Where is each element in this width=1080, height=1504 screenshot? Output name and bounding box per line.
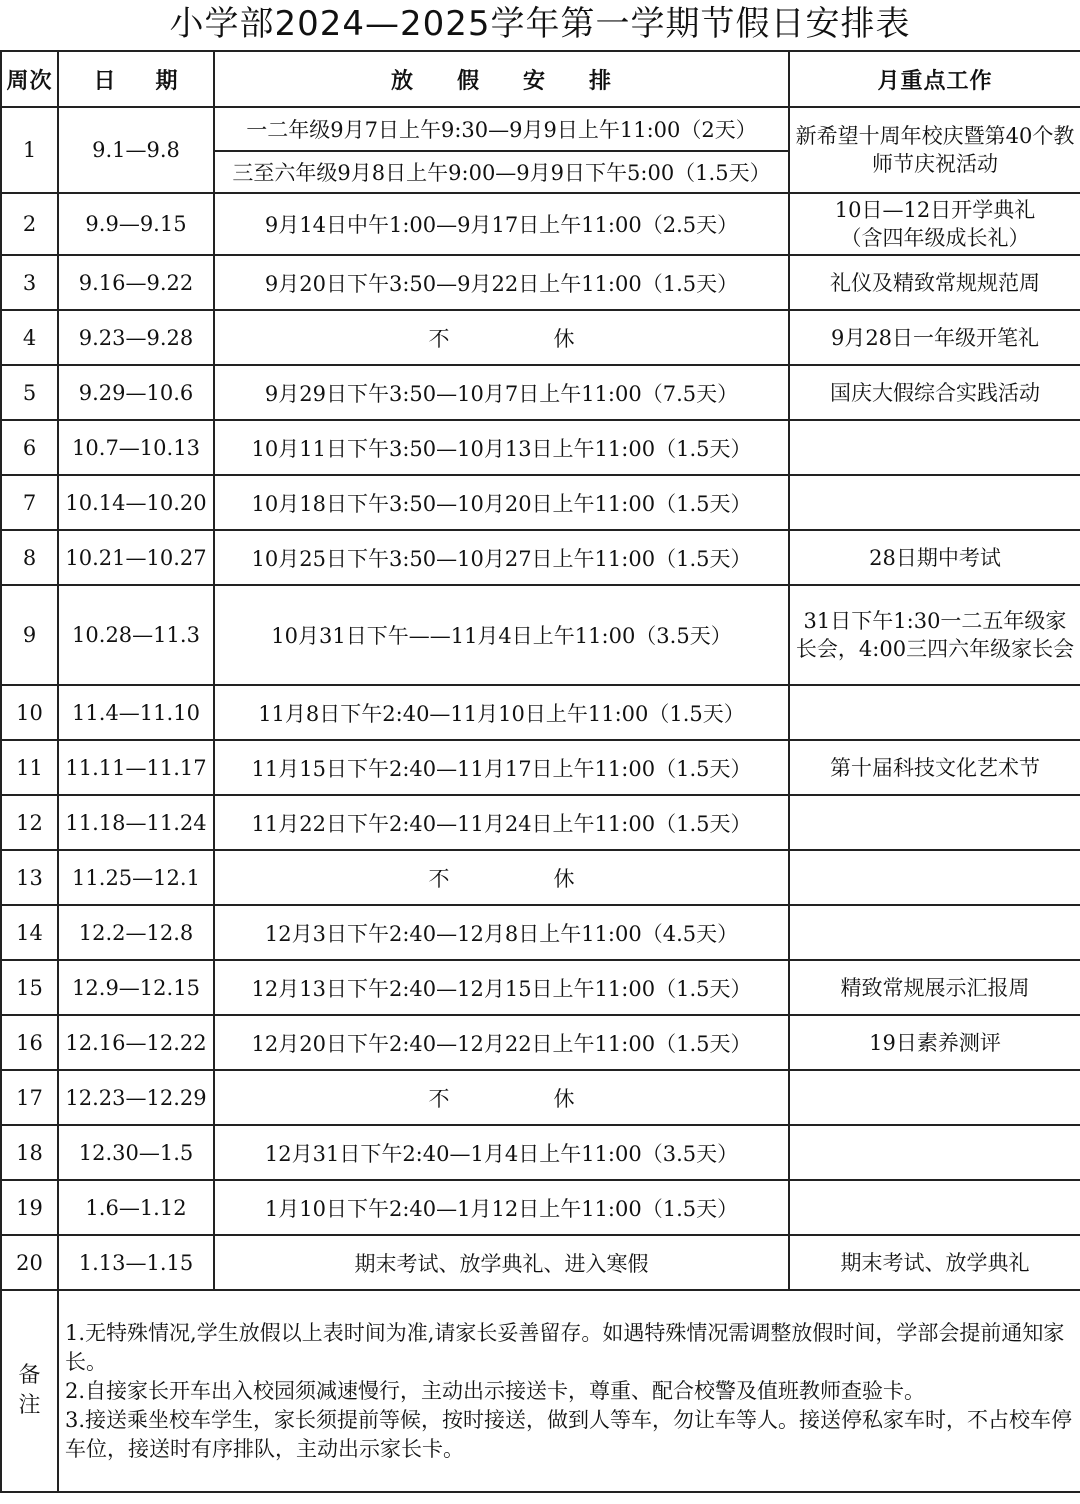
holiday-cell: 12月3日下午2:40—12月8日上午11:00（4.5天）	[214, 905, 789, 960]
week-cell: 7	[1, 475, 58, 530]
date-cell: 10.21—10.27	[58, 530, 214, 585]
focus-cell: 精致常规展示汇报周	[789, 960, 1080, 1015]
focus-cell	[789, 850, 1080, 905]
week-cell: 20	[1, 1235, 58, 1290]
table-row	[1, 850, 1080, 905]
table-row	[1, 1125, 1080, 1180]
week-cell: 5	[1, 365, 58, 420]
holiday-cell: 期末考试、放学典礼、进入寒假	[214, 1235, 789, 1290]
table-row	[1, 740, 1080, 795]
date-cell: 9.23—9.28	[58, 310, 214, 365]
holiday-cell: 1月10日下午2:40—1月12日上午11:00（1.5天）	[214, 1180, 789, 1235]
date-cell: 11.4—11.10	[58, 685, 214, 740]
table-row	[1, 1180, 1080, 1235]
no-holiday-cell: 不 休	[214, 1070, 789, 1125]
focus-cell: 19日素养测评	[789, 1015, 1080, 1070]
table-row	[1, 585, 1080, 685]
notes-label: 备 注	[1, 1290, 58, 1492]
date-cell: 9.1—9.8	[58, 107, 214, 193]
week-cell: 16	[1, 1015, 58, 1070]
focus-cell	[789, 420, 1080, 475]
focus-cell: 国庆大假综合实践活动	[789, 365, 1080, 420]
header-week: 周次	[1, 51, 58, 107]
week-cell: 15	[1, 960, 58, 1015]
page-title: 小学部2024—2025学年第一学期节假日安排表	[169, 4, 911, 44]
table-row	[1, 193, 1080, 255]
table-row	[1, 475, 1080, 530]
week-cell: 19	[1, 1180, 58, 1235]
holiday-cell: 10月11日下午3:50—10月13日上午11:00（1.5天）	[214, 420, 789, 475]
no-holiday-cell: 不 休	[214, 850, 789, 905]
focus-cell: 31日下午1:30一二五年级家长会，4:00三四六年级家长会	[789, 585, 1080, 685]
note-item: 3.接送乘坐校车学生，家长须提前等候，按时接送，做到人等车，勿让车等人。接送停私家车时，不占校车停车位，接送时有序排队，主动出示家长卡。	[65, 1407, 1073, 1461]
week-cell: 8	[1, 530, 58, 585]
notes-cell	[58, 1290, 1080, 1492]
week-cell: 12	[1, 795, 58, 850]
holiday-cell: 10月25日下午3:50—10月27日上午11:00（1.5天）	[214, 530, 789, 585]
holiday-cell: 10月31日下午——11月4日上午11:00（3.5天）	[214, 585, 789, 685]
week-cell: 10	[1, 685, 58, 740]
holiday-cell: 9月20日下午3:50—9月22日上午11:00（1.5天）	[214, 255, 789, 310]
date-cell: 12.23—12.29	[58, 1070, 214, 1125]
focus-cell	[789, 1180, 1080, 1235]
focus-cell: 期末考试、放学典礼	[789, 1235, 1080, 1290]
date-cell: 12.9—12.15	[58, 960, 214, 1015]
date-cell: 11.18—11.24	[58, 795, 214, 850]
week-cell: 13	[1, 850, 58, 905]
week-cell: 14	[1, 905, 58, 960]
holiday-cell: 9月29日下午3:50—10月7日上午11:00（7.5天）	[214, 365, 789, 420]
date-cell: 9.16—9.22	[58, 255, 214, 310]
week-cell: 3	[1, 255, 58, 310]
date-cell: 12.2—12.8	[58, 905, 214, 960]
no-holiday-cell: 不 休	[214, 310, 789, 365]
focus-cell	[789, 1125, 1080, 1180]
holiday-cell: 9月14日中午1:00—9月17日上午11:00（2.5天）	[214, 193, 789, 255]
focus-cell: 新希望十周年校庆暨第40个教师节庆祝活动	[789, 107, 1080, 193]
holiday-cell: 12月20日下午2:40—12月22日上午11:00（1.5天）	[214, 1015, 789, 1070]
header-date: 日期	[58, 51, 214, 107]
week-cell: 17	[1, 1070, 58, 1125]
focus-cell: 第十届科技文化艺术节	[789, 740, 1080, 795]
holiday-cell: 12月31日下午2:40—1月4日上午11:00（3.5天）	[214, 1125, 789, 1180]
header-arrangement: 放假安排	[214, 51, 789, 107]
table-row	[1, 960, 1080, 1015]
week-cell: 6	[1, 420, 58, 475]
focus-cell: 礼仪及精致常规规范周	[789, 255, 1080, 310]
date-cell: 10.28—11.3	[58, 585, 214, 685]
focus-cell	[789, 475, 1080, 530]
date-cell: 10.7—10.13	[58, 420, 214, 475]
holiday-cell: 三至六年级9月8日上午9:00—9月9日下午5:00（1.5天）	[214, 151, 789, 193]
header-row	[1, 51, 1080, 107]
week-cell: 11	[1, 740, 58, 795]
focus-cell	[789, 1070, 1080, 1125]
focus-cell: 9月28日一年级开笔礼	[789, 310, 1080, 365]
holiday-cell: 11月22日下午2:40—11月24日上午11:00（1.5天）	[214, 795, 789, 850]
date-cell: 10.14—10.20	[58, 475, 214, 530]
table-row	[1, 420, 1080, 475]
focus-cell: 28日期中考试	[789, 530, 1080, 585]
holiday-cell: 11月8日下午2:40—11月10日上午11:00（1.5天）	[214, 685, 789, 740]
table-row	[1, 1070, 1080, 1125]
date-cell: 12.30—1.5	[58, 1125, 214, 1180]
holiday-cell: 11月15日下午2:40—11月17日上午11:00（1.5天）	[214, 740, 789, 795]
table-row	[1, 530, 1080, 585]
note-item: 2.自接家长开车出入校园须减速慢行，主动出示接送卡，尊重、配合校警及值班教师查验卡。	[65, 1378, 926, 1403]
focus-cell	[789, 905, 1080, 960]
table-row	[1, 795, 1080, 850]
table-row	[1, 685, 1080, 740]
focus-cell	[789, 795, 1080, 850]
date-cell: 1.6—1.12	[58, 1180, 214, 1235]
week-cell: 18	[1, 1125, 58, 1180]
week-cell: 1	[1, 107, 58, 193]
table-row	[1, 1235, 1080, 1290]
table-row	[1, 1015, 1080, 1070]
holiday-schedule-table	[0, 50, 1080, 1493]
holiday-cell: 12月13日下午2:40—12月15日上午11:00（1.5天）	[214, 960, 789, 1015]
note-item: 1.无特殊情况,学生放假以上表时间为准,请家长妥善留存。如遇特殊情况需调整放假时间，学部会提前通知家长。	[65, 1320, 1065, 1374]
date-cell: 11.11—11.17	[58, 740, 214, 795]
week-cell: 4	[1, 310, 58, 365]
focus-cell: 10日—12日开学典礼 （含四年级成长礼）	[789, 193, 1080, 255]
table-row	[1, 107, 1080, 151]
table-row	[1, 255, 1080, 310]
week-cell: 9	[1, 585, 58, 685]
table-row	[1, 905, 1080, 960]
date-cell: 12.16—12.22	[58, 1015, 214, 1070]
table-row	[1, 365, 1080, 420]
focus-cell	[789, 685, 1080, 740]
notes-row	[1, 1290, 1080, 1492]
header-focus: 月重点工作	[789, 51, 1080, 107]
date-cell: 1.13—1.15	[58, 1235, 214, 1290]
week-cell: 2	[1, 193, 58, 255]
date-cell: 9.9—9.15	[58, 193, 214, 255]
date-cell: 9.29—10.6	[58, 365, 214, 420]
holiday-cell: 10月18日下午3:50—10月20日上午11:00（1.5天）	[214, 475, 789, 530]
holiday-cell: 一二年级9月7日上午9:30—9月9日上午11:00（2天）	[214, 107, 789, 151]
table-row	[1, 310, 1080, 365]
date-cell: 11.25—12.1	[58, 850, 214, 905]
